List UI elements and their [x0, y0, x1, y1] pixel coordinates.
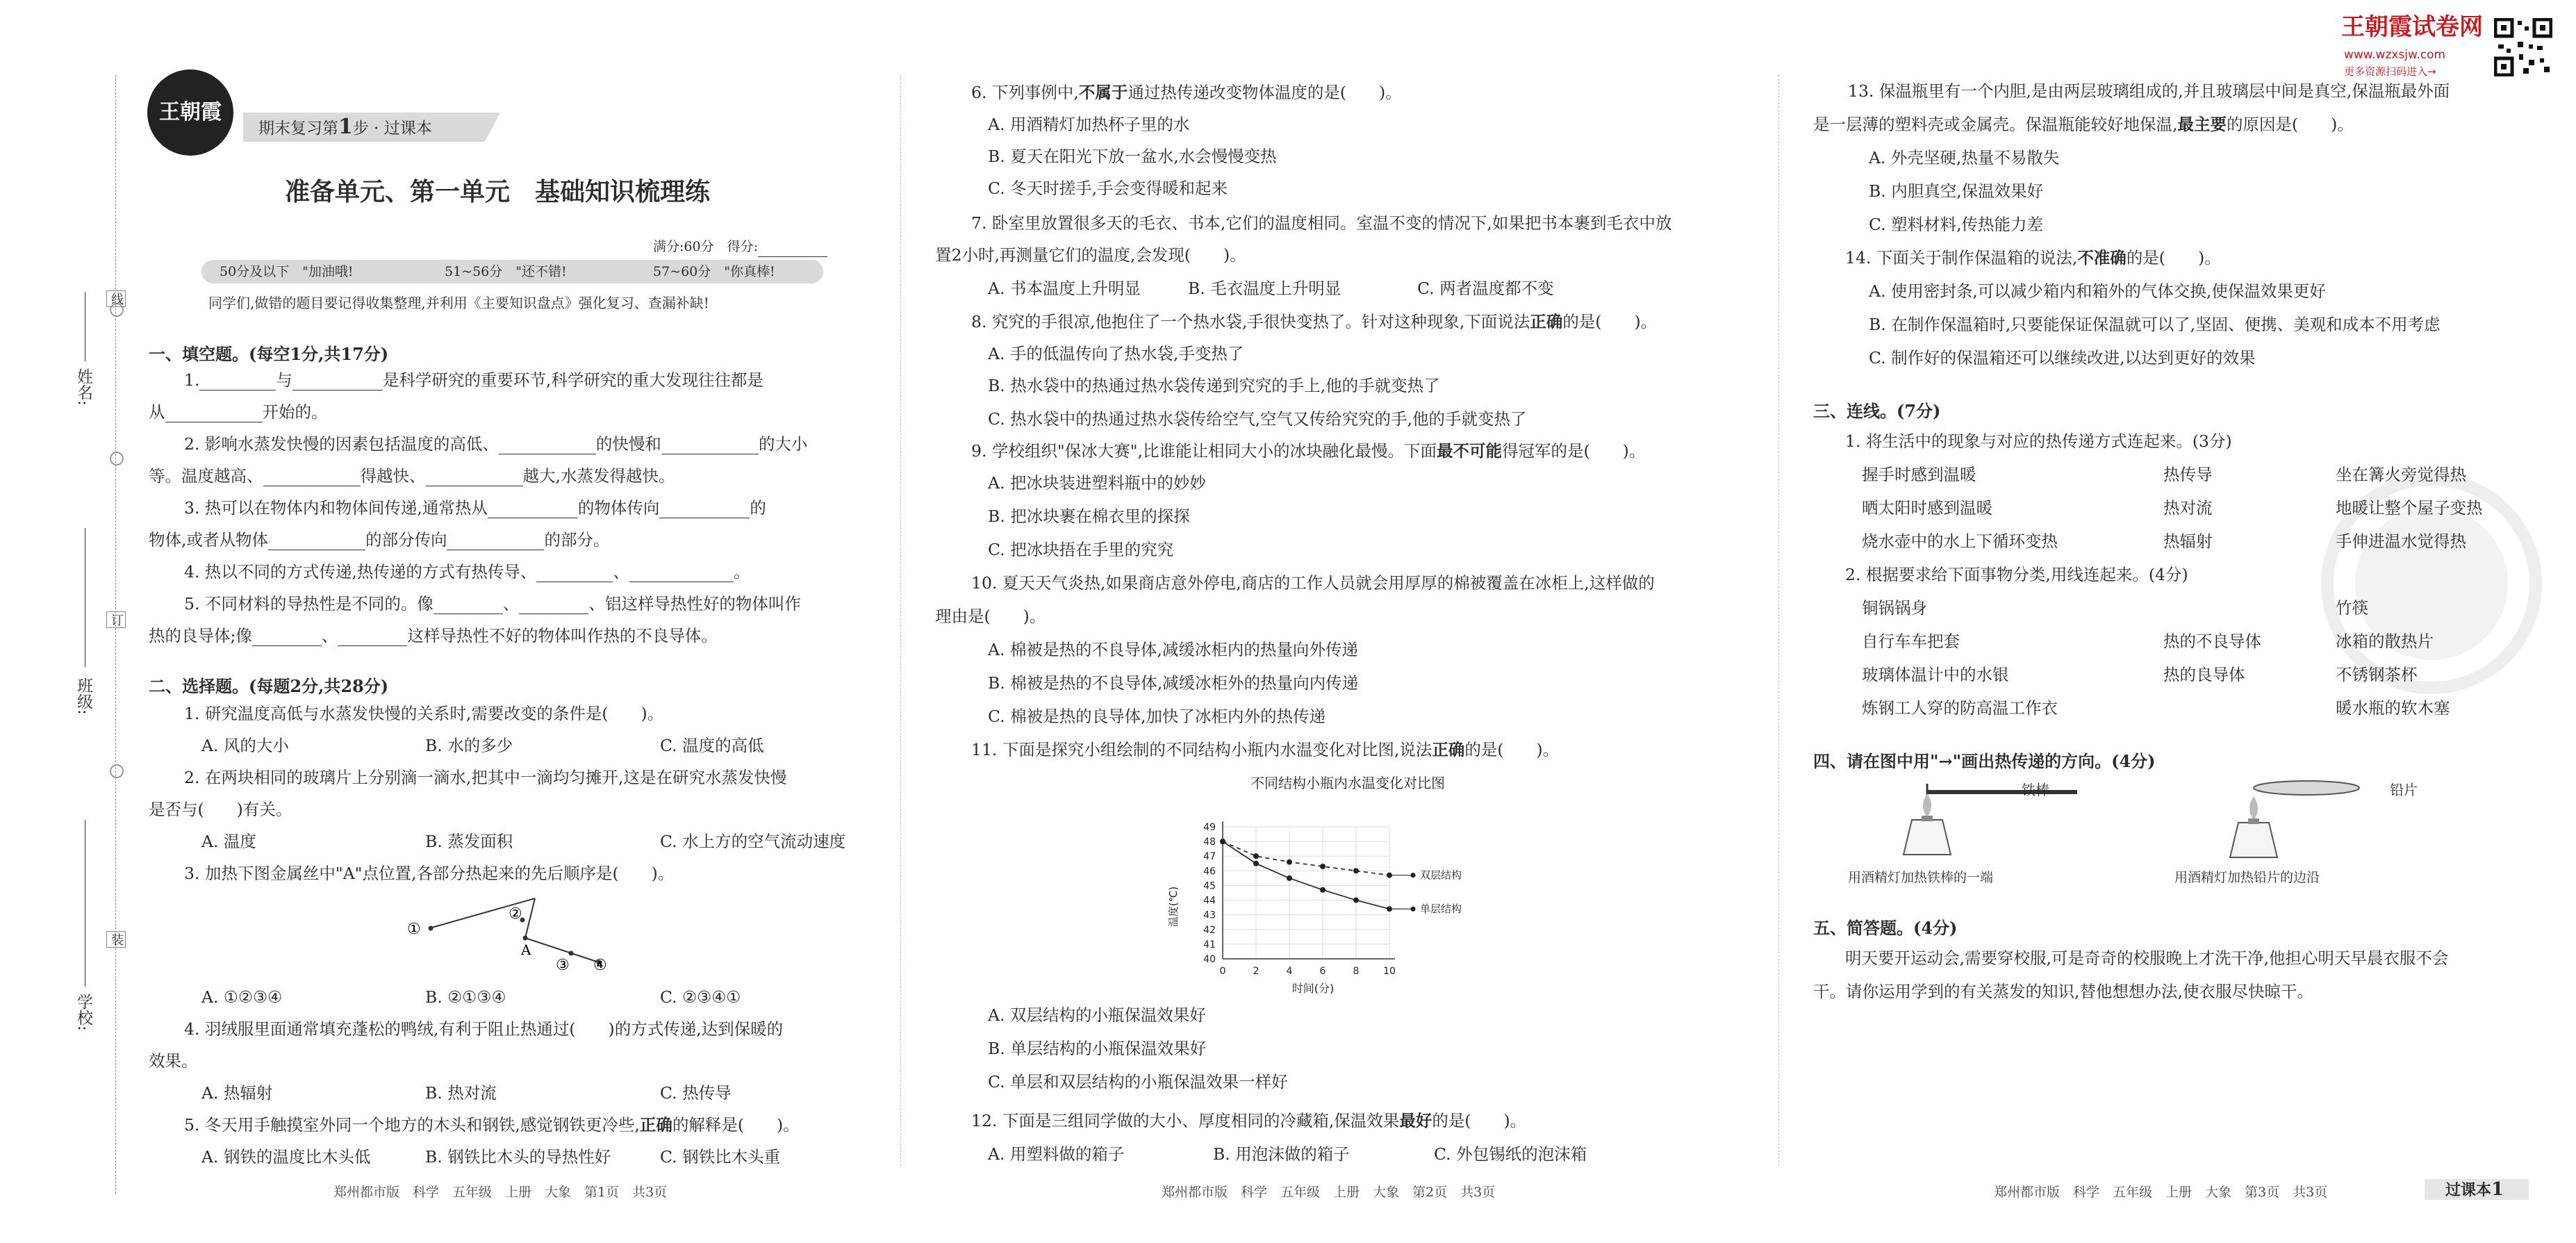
- match-left-item[interactable]: 炼钢工人穿的防高温工作衣: [1862, 698, 2058, 718]
- option[interactable]: A. 把冰块装进塑料瓶中的妙妙: [988, 473, 1206, 493]
- choice-9: 9. 学校组织"保冰大赛",比谁能让相同大小的冰块融化最慢。下面最不可能得冠军的是( )。: [971, 441, 1646, 461]
- chart-x-tick: 2: [1253, 966, 1260, 977]
- match-right-item[interactable]: 手伸进温水觉得热: [2336, 532, 2466, 551]
- option[interactable]: C. 热水袋中的热通过热水袋传给空气,空气又传给究究的手,他的手就变热了: [988, 409, 1527, 429]
- short-answer-prompt: 明天要开运动会,需要穿校服,可是奇奇的校服晚上才洗干净,他担心明天早晨衣服不会: [1845, 948, 2449, 968]
- section-choice: 二、选择题。(每题2分,共28分): [149, 676, 389, 696]
- answer-blank[interactable]: [434, 598, 503, 614]
- chart-y-label: 温度(℃): [1167, 886, 1180, 928]
- chart-point: [1320, 864, 1326, 869]
- chart-x-label: 时间(分): [1291, 982, 1335, 995]
- option[interactable]: C. 钢铁比木头重: [660, 1147, 781, 1167]
- binding-mark: 线: [106, 290, 126, 307]
- site-more: 更多资源扫码进入→: [2344, 65, 2436, 78]
- answer-blank[interactable]: [338, 630, 407, 646]
- question-5: 5. 不同材料的导热性是不同的。像 、 、铝这样导热性好的物体叫作: [184, 594, 801, 614]
- answer-blank[interactable]: [629, 566, 734, 582]
- chart-y-tick: 48: [1203, 837, 1216, 848]
- match-right-item[interactable]: 不锈钢茶杯: [2336, 665, 2418, 684]
- chart-y-tick: 45: [1203, 880, 1216, 892]
- answer-blank[interactable]: [165, 406, 263, 422]
- option[interactable]: B. 毛衣温度上升明显: [1188, 279, 1341, 298]
- point-4-label: ④: [593, 957, 607, 971]
- chart-point: [1253, 853, 1259, 859]
- match-left-item[interactable]: 烧水壶中的水上下循环变热: [1862, 532, 2058, 551]
- option[interactable]: C. 制作好的保温箱还可以继续改进,以达到更好的效果: [1869, 348, 2256, 368]
- match-right-item[interactable]: 冰箱的散热片: [2336, 632, 2434, 651]
- option[interactable]: C. 冬天时搓手,手会变得暖和起来: [988, 179, 1228, 198]
- chart-legend-marker: [1411, 907, 1416, 912]
- figure-caption: 用酒精灯加热铁棒的一端: [1848, 870, 1994, 885]
- match-right-item[interactable]: 坐在篝火旁觉得热: [2336, 465, 2466, 484]
- qr-code-icon[interactable]: [2494, 18, 2552, 76]
- tip-text: 同学们,做错的题目要记得收集整理,并利用《主要知识盘点》强化复习、查漏补缺!: [208, 295, 709, 311]
- chart-y-tick: 43: [1203, 909, 1216, 921]
- chart-x-tick: 10: [1383, 966, 1396, 977]
- option[interactable]: A. 用塑料做的箱子: [988, 1144, 1125, 1164]
- chart-point: [1320, 887, 1326, 893]
- choice-4: 4. 羽绒服里面通常填充蓬松的鸭绒,有利于阻止热通过( )的方式传递,达到保暖的: [184, 1019, 784, 1039]
- match-left-item[interactable]: 玻璃体温计中的水银: [1862, 665, 2009, 684]
- iron-rod-label: 铁棒: [2022, 782, 2049, 798]
- option[interactable]: B. 在制作保温箱时,只要能保证保温就可以了,坚固、便携、美观和成本不用考虑: [1869, 315, 2441, 334]
- option[interactable]: B. 单层结构的小瓶保温效果好: [988, 1039, 1207, 1058]
- brand-logo: 王朝霞: [147, 69, 233, 156]
- chart-point: [1353, 898, 1359, 903]
- page-footer: 郑州都市版 科学 五年级 上册 大象 第1页 共3页: [333, 1185, 668, 1200]
- choice-8: 8. 究究的手很凉,他抱住了一个热水袋,手很快变热了。针对这种现象,下面说法正确的是( )。: [971, 312, 1658, 331]
- class-label: 班级:: [74, 677, 92, 715]
- point-3-label: ③: [556, 957, 570, 971]
- option[interactable]: B. ②①③④: [425, 987, 506, 1007]
- answer-blank[interactable]: [661, 438, 759, 454]
- answer-blank[interactable]: [268, 534, 365, 550]
- option[interactable]: A. 外壳坚硬,热量不易散失: [1869, 148, 2060, 167]
- question-1-cont: 从 开始的。: [149, 402, 328, 422]
- question-4: 4. 热以不同的方式传递,热传递的方式有热传导、 、 。: [184, 562, 750, 582]
- chart-legend-label: 单层结构: [1420, 903, 1462, 916]
- choice-11: 11. 下面是探究小组绘制的不同结构小瓶内水温变化对比图,说法正确的是( )。: [971, 740, 1560, 759]
- point-2-label: ②: [509, 905, 522, 923]
- option[interactable]: C. 塑料材料,传热能力差: [1869, 215, 2044, 234]
- choice-12: 12. 下面是三组同学做的大小、厚度相同的冷藏箱,保温效果最好的是( )。: [971, 1111, 1527, 1130]
- section-short-answer: 五、简答题。(4分): [1813, 918, 1958, 938]
- answer-blank[interactable]: [488, 502, 578, 518]
- choice-2-cont: 是否与( )有关。: [149, 800, 292, 819]
- option[interactable]: A. 温度: [201, 832, 256, 851]
- option[interactable]: B. 水的多少: [425, 736, 513, 755]
- answer-blank[interactable]: [447, 534, 544, 550]
- chart-y-tick: 40: [1203, 954, 1216, 965]
- chart-y-tick: 42: [1203, 924, 1216, 936]
- question-3: 3. 热可以在物体内和物体间传递,通常热从 的物体传向 的: [184, 498, 766, 518]
- option[interactable]: B. 热水袋中的热通过热水袋传递到究究的手上,他的手就变热了: [988, 376, 1440, 395]
- iron-rod-figure[interactable]: [1869, 771, 2091, 869]
- chart-point: [1220, 839, 1225, 844]
- binding-mark: 订: [106, 611, 126, 628]
- option[interactable]: B. 用泡沫做的箱子: [1213, 1144, 1350, 1164]
- name-label: 姓名:: [74, 368, 92, 406]
- option[interactable]: B. 蒸发面积: [425, 832, 513, 851]
- choice-6: 6. 下列事例中,不属于通过热传递改变物体温度的是( )。: [971, 83, 1402, 102]
- binding-hole: [110, 452, 124, 466]
- chart-title: 不同结构小瓶内水温变化对比图: [1250, 775, 1445, 791]
- option[interactable]: A. ①②③④: [201, 987, 283, 1007]
- option[interactable]: C. 把冰块捂在手里的究究: [988, 540, 1174, 559]
- choice-10: 10. 夏天天气炎热,如果商店意外停电,商店的工作人员就会用厚厚的棉被覆盖在冰柜上,这样做的: [971, 573, 1655, 593]
- lead-sheet-figure[interactable]: [2202, 771, 2369, 869]
- short-answer-prompt-cont: 干。请你运用学到的有关蒸发的知识,替他想想办法,使衣服尽快晾干。: [1813, 982, 2313, 1001]
- answer-blank[interactable]: [252, 630, 322, 646]
- option[interactable]: A. 手的低温传向了热水袋,手变热了: [988, 344, 1244, 363]
- step-number: 1: [338, 115, 353, 139]
- point-1-label: ①: [407, 921, 421, 938]
- choice-3: 3. 加热下图金属丝中"A"点位置,各部分热起来的先后顺序是( )。: [184, 864, 675, 883]
- figure-caption: 用酒精灯加热铅片的边沿: [2174, 870, 2320, 885]
- page-footer: 郑州都市版 科学 五年级 上册 大象 第3页 共3页: [1994, 1185, 2328, 1200]
- level-3: 57~60分 "你真棒!: [653, 264, 775, 279]
- chart-point: [1387, 873, 1392, 878]
- chart-point: [1253, 861, 1259, 866]
- option[interactable]: B. 热对流: [425, 1083, 497, 1103]
- option[interactable]: A. 棉被是热的不良导体,减缓冰柜内的热量向外传递: [988, 640, 1358, 659]
- option[interactable]: A. 风的大小: [201, 736, 289, 755]
- chart-point: [1287, 859, 1292, 865]
- chart-y-tick: 44: [1203, 895, 1216, 907]
- score-line: [653, 236, 827, 257]
- option[interactable]: B. 夏天在阳光下放一盆水,水会慢慢变热: [988, 147, 1277, 166]
- option[interactable]: C. 热传导: [660, 1083, 732, 1103]
- option[interactable]: C. ②③④①: [660, 987, 741, 1007]
- page-footer: 郑州都市版 科学 五年级 上册 大象 第2页 共3页: [1162, 1185, 1496, 1200]
- answer-blank[interactable]: [659, 502, 750, 518]
- section-matching: 三、连线。(7分): [1813, 401, 1941, 421]
- chart-x-tick: 6: [1319, 966, 1326, 977]
- section-draw: 四、请在图中用"→"画出热传递的方向。(4分): [1813, 751, 2156, 771]
- option[interactable]: A. 钢铁的温度比木头低: [201, 1147, 371, 1167]
- chart-legend-label: 双层结构: [1420, 869, 1462, 882]
- option[interactable]: B. 把冰块裹在棉衣里的探探: [988, 507, 1190, 526]
- metal-wire-figure: [389, 895, 625, 971]
- match-mid-item[interactable]: 热的不良导体: [2163, 632, 2261, 651]
- match-right-item[interactable]: 暖水瓶的软木塞: [2336, 698, 2450, 718]
- binding-hole: [110, 764, 124, 778]
- chart-y-tick: 46: [1203, 866, 1216, 878]
- matching-2: 2. 根据要求给下面事物分类,用线连起来。(4分): [1845, 565, 2188, 584]
- chart-x-tick: 4: [1286, 966, 1293, 977]
- match-mid-item[interactable]: 热的良导体: [2163, 665, 2245, 684]
- option[interactable]: B. 棉被是热的不良导体,减缓冰柜外的热量向内传递: [988, 673, 1359, 693]
- chart-point: [1353, 868, 1359, 873]
- question-2: 2. 影响水蒸发快慢的因素包括温度的高低、 的快慢和 的大小: [184, 434, 808, 454]
- match-left-item[interactable]: 晒太阳时感到温暖: [1862, 498, 1992, 518]
- answer-blank[interactable]: [292, 374, 383, 390]
- binding-mark: 装: [106, 931, 126, 948]
- option[interactable]: B. 内胆真空,保温效果好: [1869, 181, 2044, 201]
- answer-blank[interactable]: [536, 566, 613, 582]
- choice-7-cont: 置2小时,再测量它们的温度,会发现( )。: [935, 245, 1246, 265]
- question-3-cont: 物体,或者从物体 的部分传向 的部分。: [149, 530, 610, 550]
- level-1: 50分及以下 "加油哦!: [220, 264, 354, 279]
- answer-blank[interactable]: [499, 438, 596, 454]
- chart-series-line: [1223, 841, 1389, 909]
- option[interactable]: A. 热辐射: [201, 1083, 273, 1103]
- site-url[interactable]: www.wzxsjw.com: [2344, 48, 2446, 62]
- section-fill-in: 一、填空题。(每空1分,共17分): [149, 344, 389, 364]
- choice-13-cont: 是一层薄的塑料壳或金属壳。保温瓶能较好地保温,最主要的原因是( )。: [1813, 115, 2354, 134]
- step-label: [258, 115, 432, 140]
- chart-legend-marker: [1411, 873, 1416, 878]
- question-2-cont: 等。温度越高、 得越快、 越大,水蒸发得越快。: [149, 466, 675, 486]
- choice-5: 5. 冬天用手触摸室外同一个地方的木头和钢铁,感觉钢铁更冷些,正确的解释是( )。: [184, 1115, 800, 1135]
- column-divider: [900, 75, 901, 1166]
- answer-blank[interactable]: [199, 374, 276, 390]
- chart-y-tick: 41: [1203, 939, 1216, 950]
- lead-sheet-label: 铅片: [2390, 782, 2418, 798]
- school-label: 学校:: [74, 994, 92, 1031]
- score-blank[interactable]: [758, 241, 827, 257]
- option[interactable]: C. 两者温度都不变: [1417, 279, 1554, 298]
- chart-point: [1387, 906, 1392, 912]
- water-temperature-chart: [1160, 771, 1521, 1007]
- answer-blank[interactable]: [263, 470, 361, 486]
- binding-dashed-line: [115, 75, 116, 1194]
- score-text: 满分:60分 得分:: [653, 239, 758, 254]
- option[interactable]: C. 棉被是热的良导体,加快了冰柜内外的热传递: [988, 707, 1326, 726]
- short-answer-area[interactable]: [1813, 1014, 2508, 1167]
- option[interactable]: C. 水上方的空气流动速度: [660, 832, 846, 851]
- option[interactable]: B. 钢铁比木头的导热性好: [425, 1147, 611, 1167]
- choice-14: 14. 下面关于制作保温箱的说法,不准确的是( )。: [1845, 248, 2221, 267]
- page-tag: 过课本1: [2445, 1179, 2504, 1200]
- option[interactable]: C. 单层和双层结构的小瓶保温效果一样好: [988, 1072, 1288, 1092]
- chart-point: [1287, 875, 1292, 881]
- answer-blank[interactable]: [426, 470, 523, 486]
- option[interactable]: A. 双层结构的小瓶保温效果好: [988, 1005, 1206, 1025]
- option[interactable]: C. 温度的高低: [660, 736, 764, 755]
- chart-y-tick: 49: [1203, 822, 1216, 833]
- matching-1: 1. 将生活中的现象与对应的热传递方式连起来。(3分): [1845, 431, 2232, 451]
- match-mid-item[interactable]: 热辐射: [2163, 532, 2213, 551]
- choice-2: 2. 在两块相同的玻璃片上分别滴一滴水,把其中一滴均匀摊开,这是在研究水蒸发快慢: [184, 768, 787, 787]
- step-suffix: 步 · 过课本: [352, 120, 432, 138]
- choice-10-cont: 理由是( )。: [935, 607, 1046, 626]
- point-a-label: A: [521, 941, 531, 958]
- match-left-item[interactable]: 自行车车把套: [1862, 632, 1960, 651]
- match-mid-item[interactable]: 热对流: [2163, 498, 2213, 518]
- site-name: 王朝霞试卷网: [2341, 13, 2483, 41]
- match-right-item[interactable]: 竹筷: [2336, 598, 2368, 618]
- question-1: 1. 与 是科学研究的重要环节,科学研究的重大发现往往都是: [184, 370, 763, 390]
- option[interactable]: C. 外包锡纸的泡沫箱: [1434, 1144, 1587, 1164]
- choice-4-cont: 效果。: [149, 1051, 198, 1071]
- choice-13: 13. 保温瓶里有一个内胆,是由两层玻璃组成的,并且玻璃层中间是真空,保温瓶最外面: [1848, 81, 2450, 101]
- page-title: 准备单元、第一单元 基础知识梳理练: [285, 177, 711, 206]
- step-prefix: 期末复习第: [258, 120, 338, 138]
- match-left-item[interactable]: 铜锅锅身: [1862, 598, 1927, 618]
- match-right-item[interactable]: 地暖让整个屋子变热: [2336, 498, 2483, 518]
- question-5-cont: 热的良导体;像 、 这样导热性不好的物体叫作热的不良导体。: [149, 626, 718, 645]
- option[interactable]: A. 使用密封条,可以减少箱内和箱外的气体交换,使保温效果更好: [1869, 281, 2326, 301]
- level-2: 51~56分 "还不错!: [445, 264, 567, 279]
- match-mid-item[interactable]: 热传导: [2163, 465, 2213, 484]
- choice-1: 1. 研究温度高低与水蒸发快慢的关系时,需要改变的条件是( )。: [184, 704, 664, 723]
- chart-y-tick: 47: [1203, 851, 1216, 863]
- match-left-item[interactable]: 握手时感到温暖: [1862, 465, 1976, 484]
- chart-x-tick: 0: [1219, 966, 1226, 977]
- answer-blank[interactable]: [519, 598, 588, 614]
- choice-7: 7. 卧室里放置很多天的毛衣、书本,它们的温度相同。室温不变的情况下,如果把书本裹到毛衣中放: [971, 213, 1672, 233]
- column-divider: [1778, 75, 1779, 1166]
- option[interactable]: A. 书本温度上升明显: [988, 279, 1141, 298]
- chart-x-tick: 8: [1353, 966, 1360, 977]
- option[interactable]: A. 用酒精灯加热杯子里的水: [988, 115, 1190, 134]
